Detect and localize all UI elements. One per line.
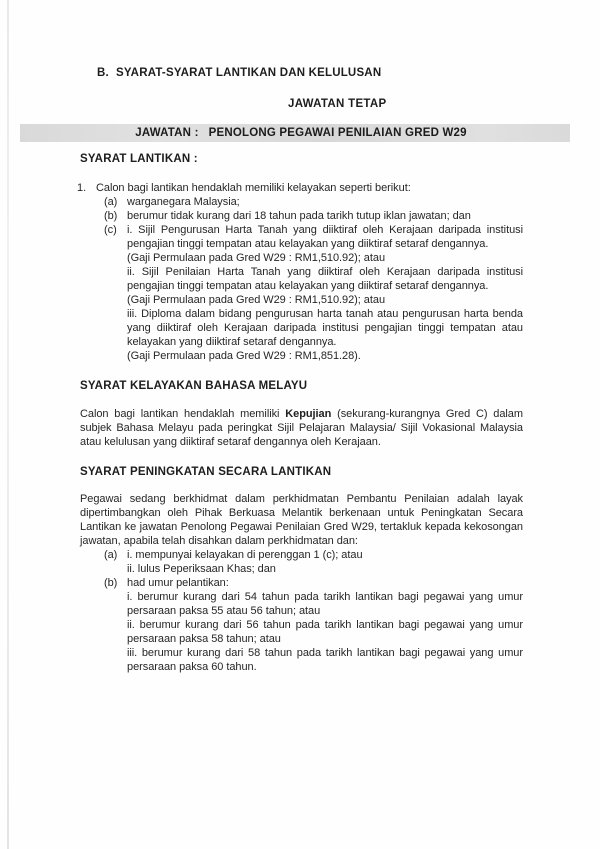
requirement-item-b: [104, 209, 523, 223]
qualification-options: [127, 223, 523, 363]
condition-line: i. mempunyai kelayakan di perenggan 1 (c); atau: [127, 549, 363, 561]
sub-item-label: (b): [104, 210, 118, 222]
position-bar-value: PENOLONG PEGAWAI PENILAIAN GRED W29: [208, 127, 467, 139]
promotion-conditions-list: [78, 548, 523, 674]
qualification-option: [127, 265, 523, 307]
requirement-text: warganegara Malaysia;: [127, 196, 240, 208]
salary-note: (Gaji Permulaan pada Gred W29 : RM1,510.92); atau: [127, 252, 386, 264]
position-bar-label: JAWATAN :: [135, 127, 199, 139]
position-bar: [20, 124, 570, 142]
peningkatan-paragraph: Pegawai sedang berkhidmat dalam perkhidmatan Pembantu Penilaian adalah layak dipertimbangkan oleh Pihak Berkuasa Melantik berkenaan untuk Peningkatan Secara Lantikan ke jawatan Penolong Pegawai Penilaian Gred W29, tertakluk kepada kekosongan jawatan, apabila telah disahkan dalam perkhidmatan dan:: [80, 493, 523, 547]
qualification-option: [127, 307, 523, 363]
promotion-item-a: [104, 548, 523, 576]
promotion-item-b: [104, 576, 523, 674]
requirement-item-c: [104, 223, 523, 363]
section-label: B.: [97, 67, 109, 79]
subtitle: JAWATAN TETAP: [288, 98, 387, 110]
requirement-item-a: [104, 195, 523, 209]
peningkatan-heading: SYARAT PENINGKATAN SECARA LANTIKAN: [80, 466, 332, 478]
appointment-requirements-list: [78, 181, 523, 363]
paragraph-text: (sekurang-kurangnya Gred C) dalam subjek Bahasa Melayu pada peringkat Sijil Pelajaran Malaysia/ Sijil Vokasional Malaysia atau kelulusan yang diiktiraf setaraf dengannya oleh Kerajaan.: [80, 408, 523, 448]
list-item-1: [78, 181, 523, 195]
requirement-text: berumur tidak kurang dari 18 tahun pada tarikh tutup iklan jawatan; dan: [127, 210, 471, 222]
qualification-text: iii. Diploma dalam bidang pengurusan harta tanah atau pengurusan harta benda yang diiktiraf oleh Kerajaan daripada institusi pengajian tinggi tempatan atau kelayakan yang diiktiraf setaraf dengannya.: [127, 308, 523, 348]
sub-item-label: (a): [104, 549, 118, 561]
salary-note: (Gaji Permulaan pada Gred W29 : RM1,851.28).: [127, 350, 361, 362]
sub-item-label: (a): [104, 196, 118, 208]
sub-item-label: (b): [104, 577, 118, 589]
item-number: 1.: [77, 182, 87, 194]
bahasa-melayu-heading: SYARAT KELAYAKAN BAHASA MELAYU: [80, 380, 308, 392]
condition-line: ii. lulus Peperiksaan Khas; dan: [127, 563, 276, 575]
qualification-text: i. Sijil Pengurusan Harta Tanah yang diiktiraf oleh Kerajaan daripada institusi pengajian tinggi tempatan atau kelayakan yang diiktiraf setaraf dengannya.: [127, 224, 523, 250]
emphasis-kepujian: Kepujian: [285, 408, 332, 420]
promotion-item-a-body: [127, 548, 523, 576]
qualification-text: ii. Sijil Penilaian Harta Tanah yang diiktiraf oleh Kerajaan daripada institusi pengajian tinggi tempatan atau kelayakan yang diiktiraf setaraf dengannya.: [127, 266, 523, 292]
paragraph-text: Calon bagi lantikan hendaklah memiliki: [80, 408, 286, 420]
bahasa-melayu-paragraph: [80, 407, 523, 449]
age-condition: ii. berumur kurang dari 56 tahun pada tarikh lantikan bagi pegawai yang umur persaraan paksa 58 tahun; atau: [127, 619, 523, 645]
item-intro: Calon bagi lantikan hendaklah memiliki kelayakan seperti berikut:: [96, 182, 411, 194]
condition-intro: had umur pelantikan:: [127, 577, 229, 589]
promotion-item-b-body: [127, 576, 523, 674]
section-title: SYARAT-SYARAT LANTIKAN DAN KELULUSAN: [116, 67, 382, 79]
syarat-lantikan-heading: SYARAT LANTIKAN :: [80, 153, 198, 165]
salary-note: (Gaji Permulaan pada Gred W29 : RM1,510.92); atau: [127, 294, 386, 306]
age-condition: iii. berumur kurang dari 58 tahun pada tarikh lantikan bagi pegawai yang umur persaraan paksa 60 tahun.: [127, 647, 523, 673]
document-title: [97, 66, 523, 80]
age-condition: i. berumur kurang dari 54 tahun pada tarikh lantikan bagi pegawai yang umur persaraan paksa 55 atau 56 tahun; atau: [127, 591, 523, 617]
qualification-option: [127, 223, 523, 265]
sub-item-label: (c): [104, 224, 117, 236]
